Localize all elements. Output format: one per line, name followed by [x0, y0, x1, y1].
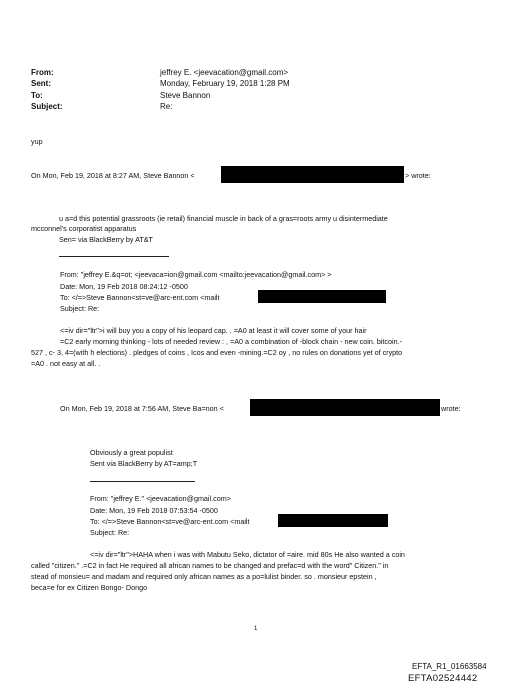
fwd1-body-line1: <=iv dir="ltr">i will buy you a copy of his leopard cap. . =A0 at least it will cover some of your hair — [60, 326, 367, 335]
separator-rule — [59, 256, 169, 257]
separator-rule — [90, 481, 195, 482]
fwd1-body-line2: =C2 early morning thinking - lots of needed review : , =A0 a combination of -block chain - new coin. bitcoin.- — [60, 337, 402, 346]
quote2-intro-post: wrote: — [441, 404, 461, 413]
quote2-line2: Sent via BlackBerry by AT=amp;T — [90, 459, 198, 468]
fwd2-body-line3: stead of monsieu= and madam and required only african names as a po=lulist binder. so . monsieur epstein , — [31, 572, 377, 581]
fwd2-to: To: </=>Steve Bannon<st=ve@arc-ent.com <mailt — [90, 517, 250, 526]
footer-id-primary: EFTA_R1_01663584 — [412, 662, 487, 671]
from-value: jeffrey E. <jeevacation@gmail.com> — [160, 68, 289, 77]
quote1-line3: Sen= via BlackBerry by AT&T — [59, 235, 153, 244]
redaction-box — [258, 290, 386, 303]
sent-value: Monday, February 19, 2018 1:28 PM — [160, 79, 290, 88]
fwd1-subject: Subject: Re: — [60, 304, 100, 313]
quote1-line2: mcconnel's corporatist apparatus — [31, 224, 137, 233]
fwd1-body-line4: =A0 . not easy at all. . — [31, 359, 101, 368]
subject-label: Subject: — [31, 102, 63, 111]
fwd2-body-line4: beca=e for ex Citizen Bongo- Dongo — [31, 583, 148, 592]
fwd2-date: Date: Mon, 19 Feb 2018 07:53:54 -0500 — [90, 506, 218, 515]
fwd1-date: Date: Mon, 19 Feb 2018 08:24:12 -0500 — [60, 282, 188, 291]
to-value: Steve Bannon — [160, 91, 211, 100]
reply-text: yup — [31, 137, 43, 146]
to-label: To: — [31, 91, 43, 100]
fwd2-body-line1: <=iv dir="ltr">HAHA when i was with Mabutu Seko, dictator of =aire. mid 80s He also wanted a coin — [90, 550, 405, 559]
redaction-box — [250, 399, 440, 416]
footer-id-secondary: EFTA02524442 — [408, 673, 478, 684]
fwd1-from: From: "jeffrey E.&q=ot; <jeevaca=ion@gmail.com <mailto:jeevacation@gmail.com> > — [60, 270, 332, 279]
quote1-line1: u a=d this potential grassroots (ie retail) financial muscle in back of a gras=roots army u disintermediate — [59, 214, 388, 223]
sent-label: Sent: — [31, 79, 51, 88]
subject-value: Re: — [160, 102, 173, 111]
redaction-box — [221, 166, 404, 183]
fwd2-subject: Subject: Re: — [90, 528, 130, 537]
quote1-intro-pre: On Mon, Feb 19, 2018 at 8:27 AM, Steve Bannon < — [31, 171, 195, 180]
page-number: 1 — [254, 626, 258, 632]
quote2-intro-pre: On Mon, Feb 19, 2018 at 7:56 AM, Steve Ba=non < — [60, 404, 224, 413]
fwd1-body-line3: 527 , c- 3, 4=(with h elections) . pledges of coins , Icos and even -mining.=C2 oy , no rules on donations yet of crypto — [31, 348, 403, 357]
quote2-line1: Obviously a great populist — [90, 448, 173, 457]
quote1-intro-post: > wrote: — [405, 171, 431, 180]
fwd1-to: To: </=>Steve Bannon<st=ve@arc-ent.com <mailt — [60, 293, 220, 302]
fwd2-from: From: "jeffrey E." <jeevacation@gmail.com> — [90, 494, 231, 503]
redaction-box — [278, 514, 388, 527]
fwd2-body-line2: called "citizen." .=C2 in fact He required all african names to be changed and prefac=d with the word" Citizen." in — [31, 561, 389, 570]
from-label: From: — [31, 68, 54, 77]
